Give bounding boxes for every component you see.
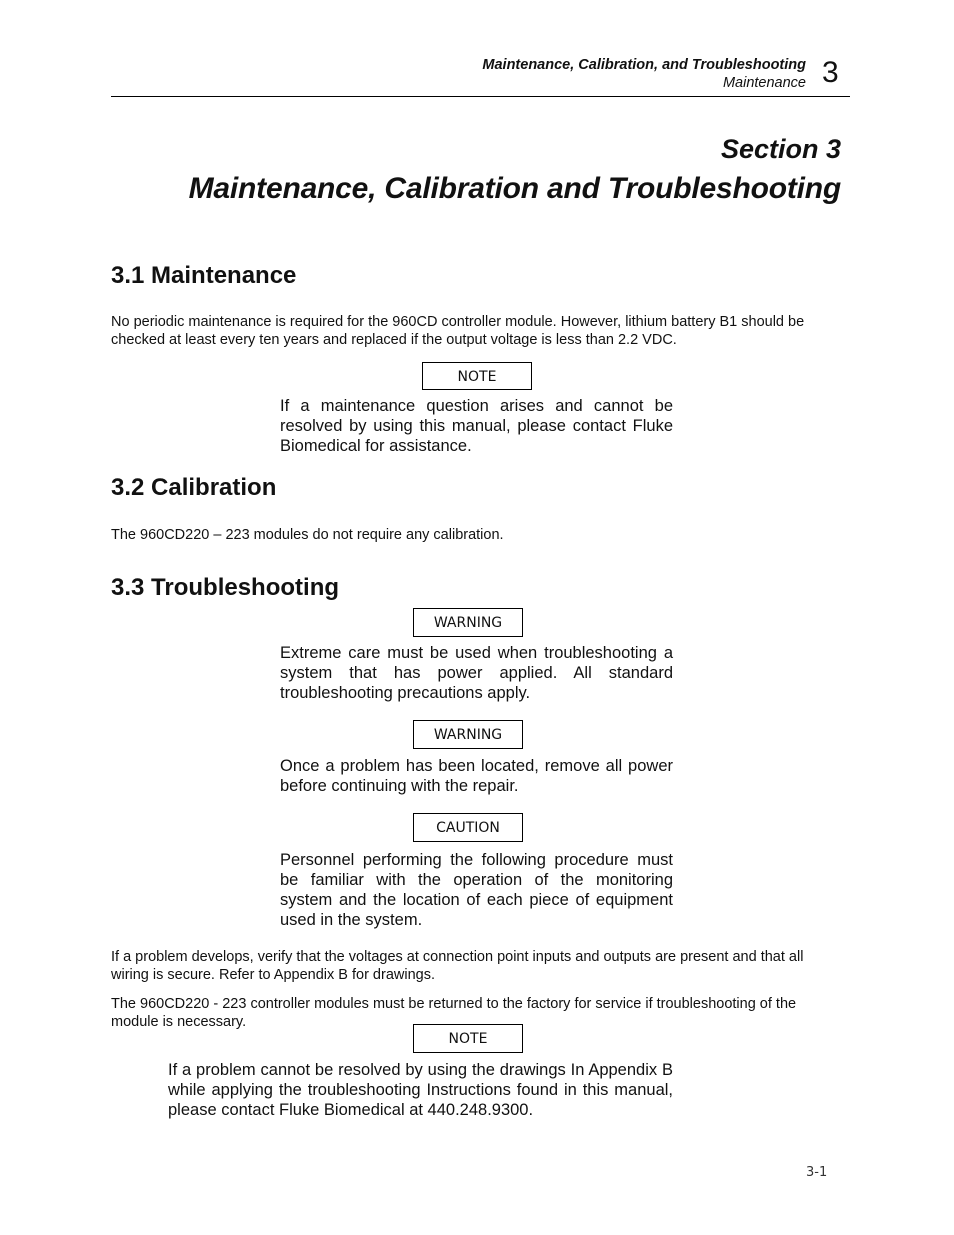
warning-label-box-1: WARNING <box>413 608 523 637</box>
page-number: 3-1 <box>806 1165 828 1180</box>
calibration-body: The 960CD220 – 223 modules do not require any calibration. <box>111 527 504 543</box>
warning-label-box-2: WARNING <box>413 720 523 749</box>
troubleshooting-para-2: The 960CD220 - 223 controller modules must be returned to the factory for service if troubleshooting of the module is necessary. <box>111 996 797 1030</box>
troubleshooting-para-1: If a problem develops, verify that the voltages at connection point inputs and outputs are present and that all wiring is secure. Refer to Appendix B for drawings. <box>111 949 804 983</box>
running-header-section-number: 3 <box>822 56 839 89</box>
caution-label-box: CAUTION <box>413 813 523 842</box>
header-rule <box>111 96 850 97</box>
note-label-box-2: NOTE <box>413 1024 523 1053</box>
troubleshooting-note-text: If a problem cannot be resolved by using the drawings In Appendix B while applying the troubleshooting Instructions found in this manual, please contact Fluke Biomedical at 440.248.9300. <box>168 1061 673 1119</box>
heading-calibration: 3.2 Calibration <box>111 474 277 501</box>
heading-troubleshooting: 3.3 Troubleshooting <box>111 574 340 601</box>
warning-text-1: Extreme care must be used when troubleshooting a system that has power applied. All standard troubleshooting precautions apply. <box>280 644 673 702</box>
running-header-subtitle: Maintenance <box>722 75 806 91</box>
running-header-title: Maintenance, Calibration, and Troubleshooting <box>482 57 806 73</box>
section-title: Maintenance, Calibration and Troubleshooting <box>188 172 841 205</box>
warning-text-2: Once a problem has been located, remove all power before continuing with the repair. <box>280 757 673 795</box>
caution-text: Personnel performing the following procedure must be familiar with the operation of the monitoring system and the location of each piece of equipment used in the system. <box>280 851 673 929</box>
maintenance-body: No periodic maintenance is required for the 960CD controller module. However, lithium battery B1 should be checked at least every ten years and replaced if the output voltage is less than 2.2 VDC. <box>111 314 805 348</box>
maintenance-note-text: If a maintenance question arises and cannot be resolved by using this manual, please contact Fluke Biomedical for assistance. <box>280 397 673 455</box>
section-label: Section 3 <box>720 134 841 164</box>
heading-maintenance: 3.1 Maintenance <box>111 262 297 289</box>
note-label-box: NOTE <box>422 362 532 390</box>
